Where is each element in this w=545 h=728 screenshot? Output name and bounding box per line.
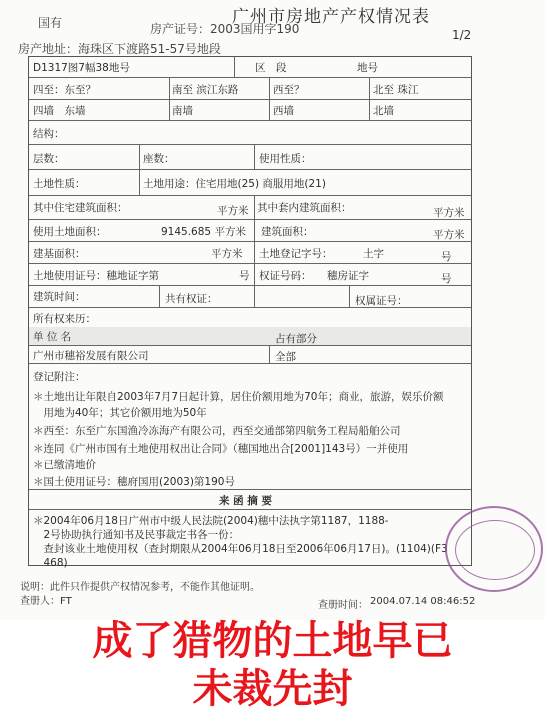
- note-line: ＊西至：东至广东国渔冷冻海产有限公司，西至交通部第四航务工程局船舶公司: [33, 425, 401, 437]
- checker: 查册人：FT: [20, 596, 72, 607]
- certificate-number: 房产证号：2003国用字190: [150, 22, 300, 36]
- structure-label: 结构：: [33, 128, 65, 140]
- wall-west: 西墙: [273, 105, 294, 117]
- floors-label: 层数：: [33, 153, 65, 165]
- wall-south: 南墙: [172, 105, 193, 117]
- right-certificate-suffix: 号: [441, 273, 452, 285]
- note-line: 用地为40年；其它价额用地为50年: [33, 407, 207, 419]
- build-time-label: 建筑时间：: [33, 291, 86, 303]
- use-nature-label: 使用性质：: [259, 153, 312, 165]
- incoming-line: ＊2004年06月18日广州市中级人民法院(2004)穗中法执字第1187，1188-: [33, 515, 389, 527]
- section-label: 区 段: [255, 62, 287, 74]
- disclaimer: 说明：此件只作提供产权情况参考，不能作其他证明。: [20, 582, 260, 593]
- land-nature-label: 土地性质：: [33, 178, 86, 190]
- residential-area-unit: 平方米: [217, 205, 249, 217]
- note-line: ＊土地出让年限自2003年7月7日起计算，居住价额用地为70年；商业，旅游，娱乐价额: [33, 391, 444, 403]
- wall-north: 北墙: [373, 105, 394, 117]
- inner-area-unit: 平方米: [433, 207, 465, 219]
- check-time-value: 2004.07.14 08:46:52: [370, 596, 476, 607]
- ownership-history-label: 所有权来历：: [33, 313, 96, 325]
- co-ownership-label: 共有权证：: [165, 293, 218, 305]
- land-registration-label: 土地登记字号：: [259, 248, 333, 260]
- land-certificate-suffix: 号: [239, 270, 250, 282]
- ownership-type: 国有: [38, 16, 63, 30]
- inner-area-label: 其中套内建筑面积：: [257, 202, 352, 214]
- building-area-unit: 平方米: [433, 229, 465, 241]
- property-table: [28, 56, 472, 569]
- right-certificate-label: 权证号码：: [259, 270, 312, 282]
- incoming-line: 2号协助执行通知书及民事裁定书各一份：: [33, 529, 240, 541]
- note-line: ＊国土使用证号：穗府国用(2003)第190号: [33, 476, 235, 488]
- land-area-label: 使用土地面积：: [33, 226, 107, 238]
- right-certificate-value: 穗房证字: [327, 270, 369, 282]
- sub-certificate-label: 权属证号：: [355, 295, 408, 307]
- seat-count-label: 座数：: [143, 153, 175, 165]
- land-certificate-label: 土地使用证号：穗地证字第: [33, 270, 159, 282]
- lot-number: D1317图7幅38地号: [33, 62, 130, 74]
- document-title: 广州市房地产产权情况表: [232, 7, 430, 27]
- wall-east: 四墙 东墙: [33, 105, 86, 117]
- residential-area-label: 其中住宅建筑面积：: [33, 202, 128, 214]
- owner-column-header: 单 位 名: [33, 331, 72, 343]
- incoming-line: 查封该业土地使用权（查封期限从2004年06月18日至2006年06月17日)。(1104)(F3: [33, 543, 448, 555]
- building-area-label: 建筑面积：: [261, 226, 314, 238]
- boundary-west: 西至？: [273, 84, 305, 96]
- property-address: 房产地址：海珠区下渡路51-57号地段: [18, 42, 221, 56]
- boundary-north: 北至 珠江: [373, 84, 419, 96]
- base-area-unit: 平方米: [211, 248, 243, 260]
- lot-label: 地号: [357, 62, 378, 74]
- note-line: ＊连同《广州市国有土地使用权出让合同》（穗国地出合[2001]143号）一并使用: [33, 443, 409, 455]
- caption-line-1: 成了猎物的土地早已: [92, 618, 453, 664]
- caption-line-2: 未裁先封: [192, 666, 353, 712]
- land-registration-suffix: 号: [441, 251, 452, 263]
- registration-notes-title: 登记附注：: [33, 371, 86, 383]
- base-area-label: 建基面积：: [33, 248, 86, 260]
- land-registration-value: 土字: [363, 248, 384, 260]
- boundary-south: 南至 滨江东路: [172, 84, 239, 96]
- incoming-line: 468): [33, 557, 68, 569]
- land-area-value: 9145.685 平方米: [161, 226, 246, 238]
- note-line: ＊已缴清地价: [33, 459, 96, 471]
- owner-name: 广州市穗裕发展有限公司: [33, 350, 149, 362]
- owner-share: 全部: [275, 351, 296, 363]
- boundary-east: 四至：东至？: [33, 84, 96, 96]
- incoming-letters-title: 来 函 摘 要: [219, 495, 272, 507]
- check-time-label: 查册时间：: [318, 600, 368, 611]
- land-use: 土地用途：住宅用地(25) 商服用地(21): [143, 178, 326, 190]
- official-seal: [445, 506, 543, 592]
- page-number: 1/2: [452, 28, 472, 42]
- share-column-header: 占有部分: [275, 333, 317, 345]
